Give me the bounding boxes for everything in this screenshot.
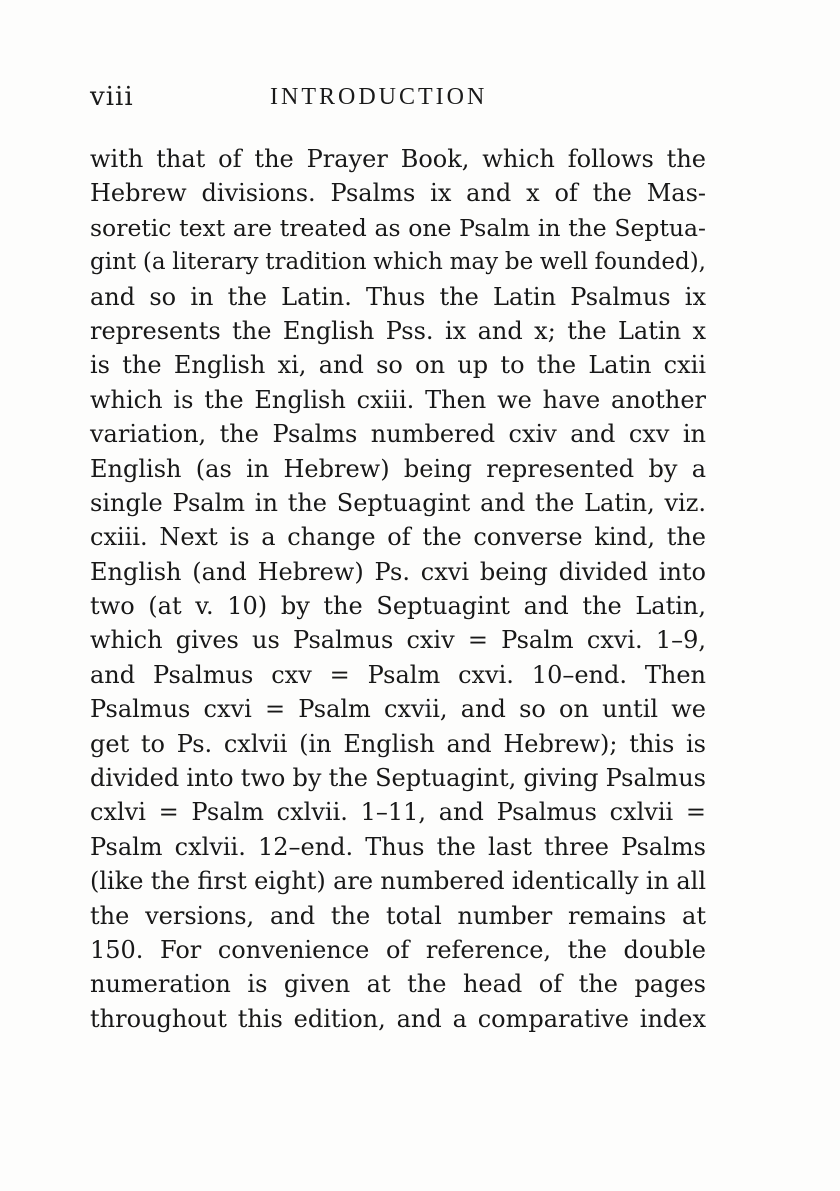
text-line: soretic text are treated as one Psalm in the Septua- [90,213,706,242]
body-text [90,142,706,1036]
text-line: Psalm cxlvii. 12–end. Thus the last three Psalms [90,832,706,861]
text-line: Hebrew divisions. Psalms ix and x of the Mas- [90,179,706,208]
text-line: two (at v. 10) by the Septuagint and the Latin, [90,592,706,621]
text-line: the versions, and the total number remains at [90,901,706,930]
text-line: and Psalmus cxv = Psalm cxvi. 10–end. Then [90,660,706,689]
text-line: single Psalm in the Septuagint and the Latin, viz. [90,488,706,517]
text-line: Psalmus cxvi = Psalm cxvii, and so on until we [90,695,706,724]
text-line: is the English xi, and so on up to the Latin cxii [90,351,706,380]
text-line: 150. For convenience of reference, the double [90,935,706,964]
text-line: which is the English cxiii. Then we have another [90,385,706,414]
page-number: viii [90,82,134,112]
text-line: cxlvi = Psalm cxlvii. 1–11, and Psalmus cxlvii = [90,798,706,827]
text-line: divided into two by the Septuagint, giving Psalmus [90,764,706,793]
text-line: (like the first eight) are numbered identically in all [90,867,706,896]
text-line: numeration is given at the head of the pages [90,970,706,999]
text-line: which gives us Psalmus cxiv = Psalm cxvi. 1–9, [90,626,706,655]
text-line: variation, the Psalms numbered cxiv and cxv in [90,420,706,449]
text-line: throughout this edition, and a comparative index [90,1004,706,1033]
text-line: represents the English Pss. ix and x; the Latin x [90,316,706,345]
text-line: get to Ps. cxlvii (in English and Hebrew); this is [90,729,706,758]
page-header [90,82,710,122]
text-line: and so in the Latin. Thus the Latin Psalmus ix [90,282,706,311]
text-line: with that of the Prayer Book, which follows the [90,145,706,173]
running-head: INTRODUCTION [270,84,488,110]
text-line: English (and Hebrew) Ps. cxvi being divided into [90,557,706,586]
text-line: gint (a literary tradition which may be well founded), [90,249,706,276]
text-line: English (as in Hebrew) being represented by a [90,454,706,483]
text-line: cxiii. Next is a change of the converse kind, the [90,523,706,552]
